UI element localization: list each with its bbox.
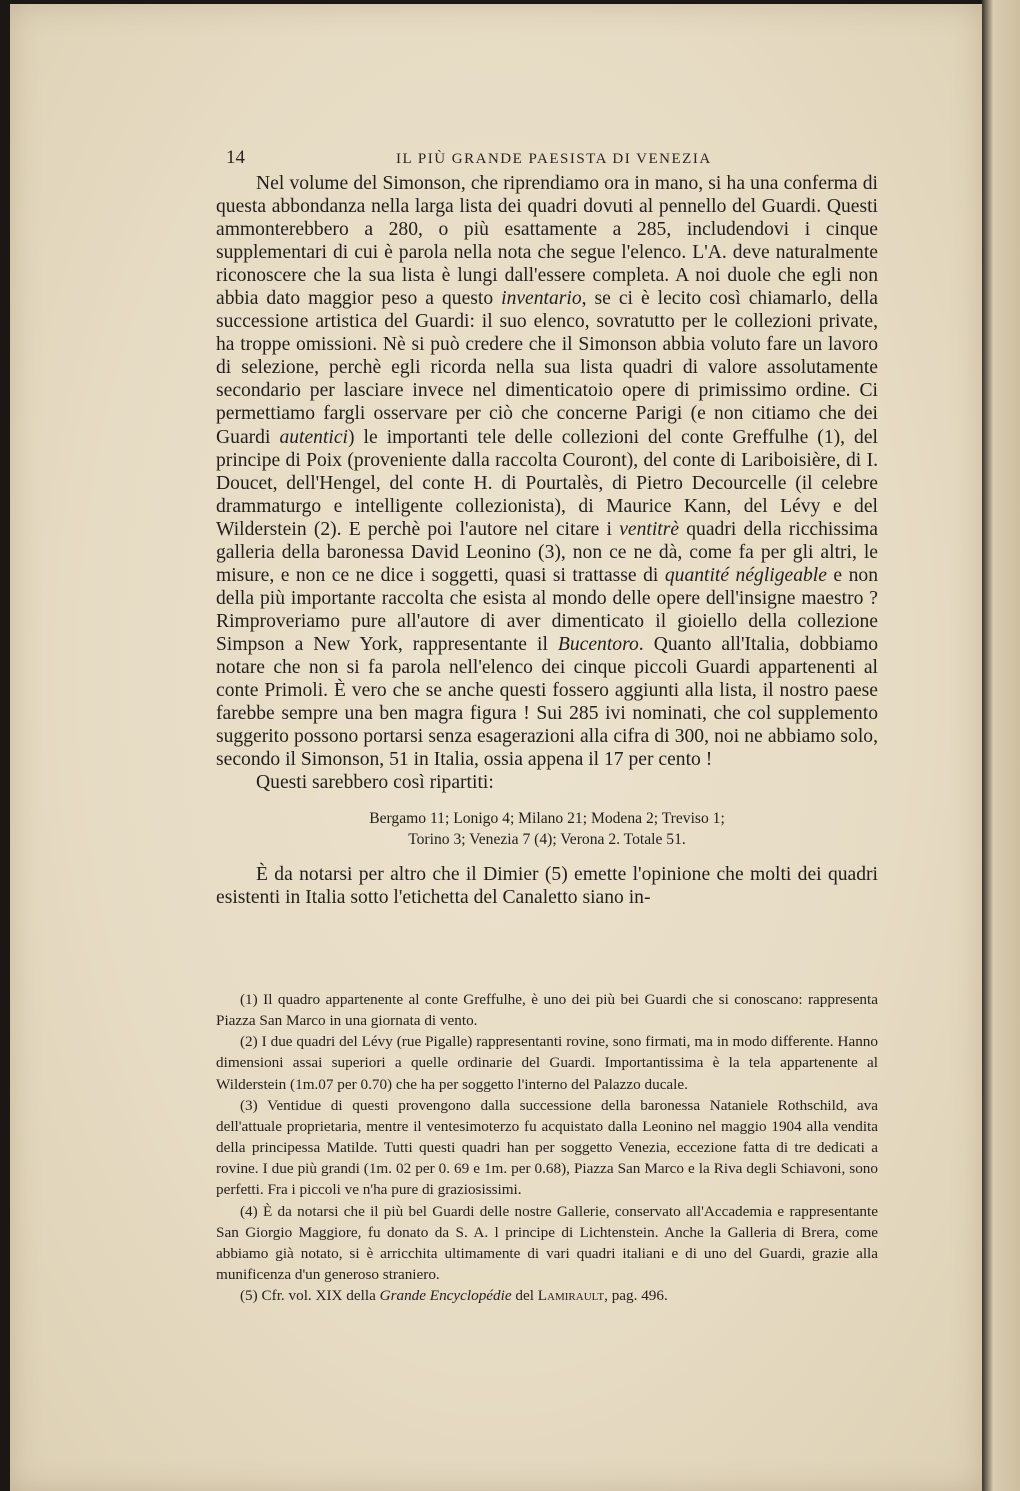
italic-run: Bucentoro	[557, 633, 639, 655]
page-number: 14	[226, 147, 245, 168]
footnote-1: (1) Il quadro appartenente al conte Greffulhe, è uno dei più bei Guardi che si conoscano: rappresenta Piazza San Marco in una giornata di vento.	[216, 991, 878, 1030]
footnote-4: (4) È da notarsi che il più bel Guardi delle nostre Gallerie, conservato all'Accademia e rappresentante San Giorgio Maggiore, fu donato da S. A. l principe di Lichtenstein. Anche la Galleria di Brera, come abbiamo già notato, si è arricchita ultimamente di vari quadri italiani e di uno del Guardi, grazie alla munificenza d'un generoso straniero.	[216, 1202, 878, 1284]
running-header	[226, 147, 888, 173]
running-title: IL PIÙ GRANDE PAESISTA DI VENEZIA	[396, 151, 712, 167]
italic-run: Grande Encyclopédie	[379, 1287, 512, 1305]
text-run: , se ci è lecito così chiamarlo, della successione artistica del Guardi: il suo elenco, sovratutto per le collezioni private, ha troppe omissioni. Nè si può credere che il Simonson abbia voluto fare un lavoro di selezione, perchè egli ricorda nella sua lista quadri di valore assolutamente secondario per lasciare invece nel dimenticatoio opere di primissimo ordine. Ci permettiamo fargli osservare per ciò che concerne Parigi (e non citiamo che dei Guardi	[216, 288, 878, 448]
distribution-line-1: Bergamo 11; Lonigo 4; Milano 21; Modena 2; Treviso 1;	[369, 810, 725, 828]
italic-run: autentici	[279, 426, 348, 448]
text-run: ) le importanti tele delle collezioni del conte Greffulhe (1), del principe di Poix (proveniente dalla raccolta Couront), del conte di Lariboisière, di I. Doucet, dell'Hengel, del conte H. di Pourtalès, di Pietro Decourcelle (il celebre drammaturgo e intelligente collezionista), di Maurice Kann, del Lévy e del Wilderstein (2). E perchè poi l'autore nel citare i	[216, 426, 878, 540]
italic-run: ventitrè	[619, 518, 680, 540]
text-run: , pag. 496.	[604, 1287, 668, 1305]
distribution-list	[216, 808, 878, 850]
footnote-3: (3) Ventidue di questi provengono dalla successione della baronessa Nataniele Rothschild, ava dell'attuale proprietaria, mentre il ventesimoterzo fu acquistato dalla Leonino nel maggio 1904 alla vendita della principessa Matilde. Tutti questi quadri han per soggetto Venezia, eccezione fatta di tre dedicati a rovine. I due più grandi (1m. 02 per 0. 69 e 1m. per 0.68), Piazza San Marco e la Riva degli Schiavoni, sono perfetti. Fra i piccoli ve n'ha pure di graziosissimi.	[216, 1096, 878, 1199]
distribution-line-2: Torino 3; Venezia 7 (4); Verona 2. Totale 51.	[408, 831, 686, 849]
text-run: e non della più importante raccolta che esista al mondo delle opere dell'insigne maestro ? Rimproveriamo pure all'autore di aver dimenticato il gioiello della collezione Simpson a New York, rappresentante il	[216, 564, 878, 655]
text-run: quadri della ricchissima galleria della baronessa David Leonino (3), non ce ne dà, come fa per gli altri, le misure, e non ce ne dice i soggetti, quasi si trattasse di	[216, 518, 878, 586]
footnote-2: (2) I due quadri del Lévy (rue Pigalle) rappresentanti rovine, sono firmati, ma in modo differente. Hanno dimensioni assai superiori a quelle ordinarie del Guardi. Importantissima è la tela appartenente al Wilderstein (1m.07 per 0.70) che ha per soggetto l'interno del Palazzo ducale.	[216, 1033, 878, 1093]
text-run: del	[511, 1287, 538, 1305]
italic-run: inventario	[501, 288, 582, 310]
text-run: (5) Cfr. vol. XIX della	[240, 1287, 380, 1305]
text-run: Nel volume del Simonson, che riprendiamo ora in mano, si ha una conferma di questa abbondanza nella larga lista dei quadri dovuti al pennello del Guardi. Questi ammonterebbero a 280, o più esattamente a 285, includendovi i cinque supplementari di cui è parola nella nota che segue l'elenco. L'A. deve naturalmente riconoscere che la sua lista è lungi dall'essere completa. A noi duole che egli non abbia dato maggior peso a questo	[216, 173, 878, 310]
footnote-5	[216, 1285, 878, 1306]
italic-run: quantité négligeable	[664, 564, 827, 586]
paragraph-2: Questi sarebbero così ripartiti:	[256, 772, 494, 794]
footnotes	[216, 989, 878, 1306]
next-page-edge	[982, 0, 1020, 1491]
main-text	[216, 172, 878, 909]
paragraph-3: È da notarsi per altro che il Dimier (5) emette l'opinione che molti dei quadri esistenti in Italia sotto l'etichetta del Canaletto siano in-	[216, 864, 878, 909]
small-caps-run: Lamirault	[537, 1287, 605, 1305]
text-run: . Quanto all'Italia, dobbiamo notare che non si fa parola nell'elenco dei cinque piccoli Guardi appartenenti al conte Primoli. È vero che se anche questi fossero aggiunti alla lista, il nostro paese farebbe sempre una ben magra figura ! Sui 285 ivi nominati, che col supplemento suggerito possono portarsi senza esagerazioni alla cifra di 300, noi ne abbiamo solo, secondo il Simonson, 51 in Italia, ossia appena il 17 per cento !	[216, 633, 879, 771]
paragraph-1	[216, 172, 878, 771]
